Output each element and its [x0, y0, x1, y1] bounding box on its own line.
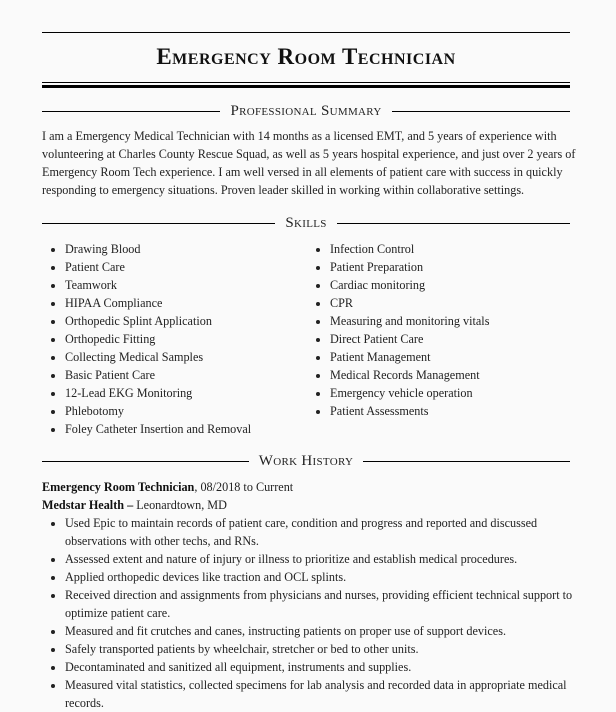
job-entry: [42, 478, 582, 712]
title-rule-thick: [42, 85, 570, 88]
skill-item: • Phlebotomy: [65, 402, 307, 420]
skills-column-2: [307, 240, 489, 438]
skill-item: • Orthopedic Splint Application: [65, 312, 307, 330]
job-employer: Medstar Health –: [42, 498, 134, 512]
skill-item: • CPR: [330, 294, 489, 312]
section-title: Professional Summary: [230, 102, 382, 119]
divider: [42, 461, 249, 462]
skill-item: • Drawing Blood: [65, 240, 307, 258]
skill-item: • Measuring and monitoring vitals: [330, 312, 489, 330]
skill-item: • 12-Lead EKG Monitoring: [65, 384, 307, 402]
job-bullet: • Assessed extent and nature of injury or illness to prioritize and establish medical procedures.: [65, 550, 582, 568]
skill-item: • Patient Assessments: [330, 402, 489, 420]
job-bullets: [42, 514, 582, 712]
skill-item: • Teamwork: [65, 276, 307, 294]
title-rule-thin: [42, 82, 570, 83]
skills-list: [42, 240, 582, 438]
skill-item: • Foley Catheter Insertion and Removal: [65, 420, 307, 438]
job-title-line: [42, 478, 582, 496]
skill-item: • Direct Patient Care: [330, 330, 489, 348]
job-bullet: • Received direction and assignments from physicians and nurses, providing efficient technical support to optimize patient care.: [65, 586, 582, 622]
section-heading-skills: [42, 214, 570, 232]
skill-item: • Cardiac monitoring: [330, 276, 489, 294]
job-location: Leonardtown, MD: [133, 498, 227, 512]
job-bullet: • Measured vital statistics, collected specimens for lab analysis and recorded data in appropriate medical records.: [65, 676, 582, 712]
skill-item: • Medical Records Management: [330, 366, 489, 384]
skill-item: • HIPAA Compliance: [65, 294, 307, 312]
job-bullet: • Measured and fit crutches and canes, instructing patients on proper use of support devices.: [65, 622, 582, 640]
skills-column-1: [42, 240, 307, 438]
job-bullet: • Decontaminated and sanitized all equipment, instruments and supplies.: [65, 658, 582, 676]
skill-item: • Basic Patient Care: [65, 366, 307, 384]
skill-item: • Emergency vehicle operation: [330, 384, 489, 402]
summary-text: I am a Emergency Medical Technician with 14 months as a licensed EMT, and 5 years of experience with volunteering at Charles County Rescue Squad, as well as 5 years hospital experience, and just over 2 years of Emergency Room Tech experience. I am well versed in all elements of patient care with success in quickly responding to emergency situations. Proven leader skilled in working within collaborative settings.: [42, 129, 576, 197]
job-position: Emergency Room Technician: [42, 480, 195, 494]
section-title: Skills: [285, 214, 327, 231]
job-dates: , 08/2018 to Current: [194, 480, 294, 494]
skill-item: • Infection Control: [330, 240, 489, 258]
divider: [363, 461, 570, 462]
job-bullet: • Safely transported patients by wheelchair, stretcher or bed to other units.: [65, 640, 582, 658]
divider: [337, 223, 570, 224]
resume-title: Emergency Room Technician: [156, 44, 456, 69]
section-heading-work-history: [42, 452, 570, 470]
section-title: Work History: [258, 452, 354, 469]
skill-item: • Patient Preparation: [330, 258, 489, 276]
divider: [42, 223, 275, 224]
skill-item: • Orthopedic Fitting: [65, 330, 307, 348]
divider: [392, 111, 570, 112]
job-bullet: • Applied orthopedic devices like traction and OCL splints.: [65, 568, 582, 586]
top-rule: [42, 32, 570, 33]
skill-item: • Collecting Medical Samples: [65, 348, 307, 366]
skill-item: • Patient Care: [65, 258, 307, 276]
job-bullet: • Used Epic to maintain records of patient care, condition and progress and reported and discussed observations with other techs, and RNs.: [65, 514, 582, 550]
divider: [42, 111, 220, 112]
section-heading-summary: [42, 102, 570, 120]
job-employer-line: [42, 496, 582, 514]
skill-item: • Patient Management: [330, 348, 489, 366]
